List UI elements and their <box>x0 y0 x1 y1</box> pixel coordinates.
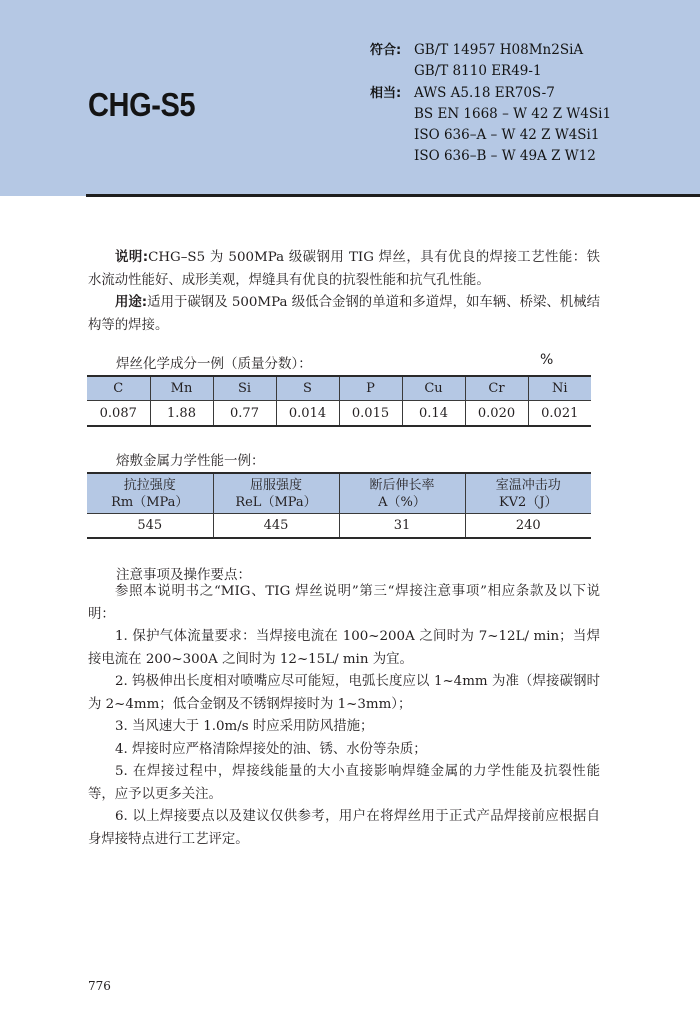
chemistry-header-cell: C <box>87 376 150 401</box>
standard-label <box>370 104 414 125</box>
standard-label <box>370 61 414 82</box>
usage-text: 适用于碳钢及 500MPa 级低合金钢的单道和多道焊，如车辆、桥梁、机械结构等的焊接。 <box>88 295 601 333</box>
notes-item: 4. 焊接时应严格清除焊接处的油、锈、水份等杂质； <box>115 741 427 757</box>
standard-row <box>370 104 611 125</box>
chemistry-value-cell: 0.020 <box>465 401 528 427</box>
chemistry-table <box>87 375 591 427</box>
chemistry-header-cell: Mn <box>150 376 213 401</box>
standard-label <box>370 146 414 167</box>
standard-label: 符合: <box>370 43 402 58</box>
mechanical-header-cell <box>87 473 213 514</box>
standard-row <box>370 125 611 146</box>
chemistry-header-cell: Si <box>213 376 276 401</box>
notes-section <box>88 581 600 851</box>
standard-value: AWS A5.18 ER70S-7 <box>414 84 555 101</box>
description-text: CHG–S5 为 500MPa 级碳钢用 TIG 焊丝，具有优良的焊接工艺性能：铁水流动性能好、成形美观，焊缝具有优良的抗裂性能和抗气孔性能。 <box>88 250 600 288</box>
description-section <box>88 247 600 337</box>
standard-value: GB/T 8110 ER49-1 <box>414 63 542 80</box>
chemistry-value-cell: 0.015 <box>339 401 402 427</box>
standard-value: GB/T 14957 H08Mn2SiA <box>414 42 584 58</box>
mechanical-value-cell: 445 <box>213 514 339 539</box>
mechanical-value-cell: 240 <box>465 514 591 539</box>
standard-row <box>370 40 611 61</box>
mechanical-header-line2: Rm（MPa） <box>111 494 189 510</box>
standard-value: BS EN 1668 – W 42 Z W4Si1 <box>414 105 612 122</box>
mechanical-header-line1: 抗拉强度 <box>123 477 176 493</box>
mechanical-value-cell: 545 <box>87 514 213 539</box>
standard-row <box>370 146 611 167</box>
usage-paragraph <box>88 292 600 337</box>
standards-list <box>370 40 611 168</box>
mechanical-header-cell <box>465 473 591 514</box>
mechanical-header-line2: ReL（MPa） <box>235 494 317 510</box>
mechanical-header-cell <box>213 473 339 514</box>
mechanical-header-row <box>87 473 591 514</box>
chemistry-header-cell: S <box>276 376 339 401</box>
chemistry-unit: % <box>540 352 554 368</box>
chemistry-title: 焊丝化学成分一例（质量分数）： <box>116 356 312 372</box>
mechanical-header-line1: 断后伸长率 <box>369 477 435 493</box>
notes-item: 6. 以上焊接要点以及建议仅供参考，用户在将焊丝用于正式产品焊接前应根据自身焊接特点进行工艺评定。 <box>88 809 600 847</box>
chemistry-value-cell: 0.087 <box>87 401 150 427</box>
description-paragraph <box>88 247 600 292</box>
mechanical-value-cell: 31 <box>339 514 465 539</box>
standard-row <box>370 61 611 82</box>
mechanical-title: 熔敷金属力学性能一例： <box>116 453 265 469</box>
notes-item: 3. 当风速大于 1.0m/s 时应采用防风措施； <box>115 719 374 734</box>
chemistry-value-cell: 0.014 <box>276 401 339 427</box>
mechanical-value-row <box>87 514 591 539</box>
standard-value: ISO 636–B – W 49A Z W12 <box>414 148 596 165</box>
chemistry-value-cell: 0.77 <box>213 401 276 427</box>
notes-intro: 参照本说明书之“MIG、TIG 焊丝说明”第三“焊接注意事项”相应条款及以下说明： <box>88 584 600 622</box>
notes-title: 注意事项及操作要点： <box>116 567 251 583</box>
chemistry-header-row <box>87 376 591 401</box>
notes-item: 2. 钨极伸出长度相对喷嘴应尽可能短，电弧长度应以 1~4mm 为准（焊接碳钢时为 2~4mm；低合金钢及不锈钢焊接时为 1~3mm）； <box>88 674 600 712</box>
description-lead: 说明: <box>115 250 149 265</box>
chemistry-value-cell: 0.021 <box>528 401 591 427</box>
mechanical-header-line1: 室温冲击功 <box>495 477 561 493</box>
mechanical-header-line1: 屈服强度 <box>249 477 302 493</box>
chemistry-header-cell: Cr <box>465 376 528 401</box>
header-divider <box>86 194 700 197</box>
usage-lead: 用途: <box>115 295 148 310</box>
product-title: CHG-S5 <box>88 86 196 123</box>
mechanical-header-line2: KV2（J） <box>498 494 558 510</box>
chemistry-header-cell: Cu <box>402 376 465 401</box>
mechanical-header-line2: A（%） <box>378 494 426 510</box>
notes-item: 1. 保护气体流量要求：当焊接电流在 100~200A 之间时为 7~12L/ min；当焊接电流在 200~300A 之间时为 12~15L/ min 为宜。 <box>88 629 600 667</box>
mechanical-header-cell <box>339 473 465 514</box>
chemistry-value-row <box>87 401 591 427</box>
chemistry-value-cell: 1.88 <box>150 401 213 427</box>
chemistry-value-cell: 0.14 <box>402 401 465 427</box>
page-number: 776 <box>88 979 111 993</box>
mechanical-table <box>87 472 591 539</box>
notes-item: 5. 在焊接过程中，焊接线能量的大小直接影响焊缝金属的力学性能及抗裂性能等，应予以更多关注。 <box>88 764 600 802</box>
standard-label <box>370 125 414 146</box>
standard-label: 相当: <box>370 85 402 101</box>
chemistry-header-cell: Ni <box>528 376 591 401</box>
chemistry-header-cell: P <box>339 376 402 401</box>
standard-value: ISO 636–A – W 42 Z W4Si1 <box>414 127 600 144</box>
standard-row <box>370 83 611 104</box>
